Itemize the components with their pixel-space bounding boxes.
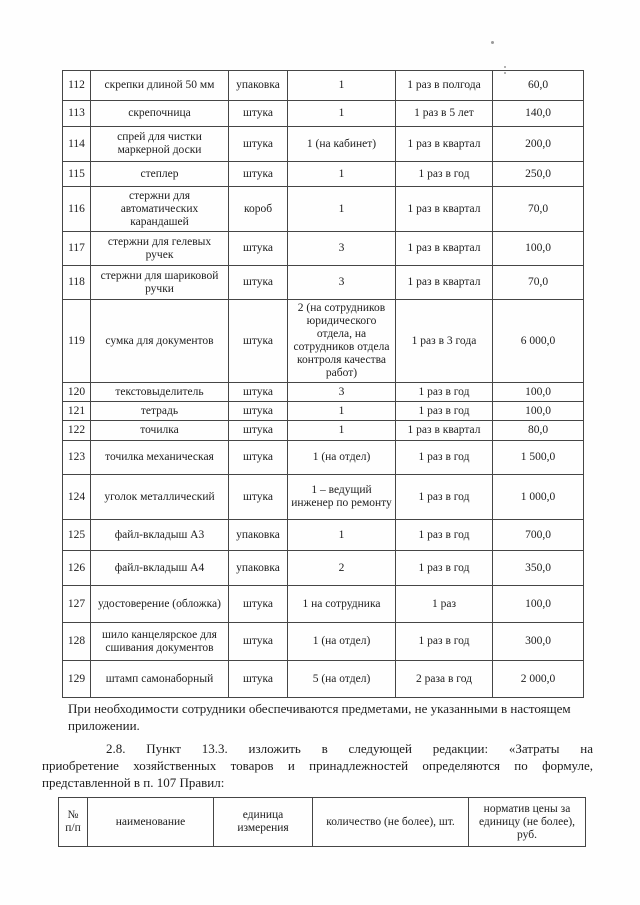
cell-qty: 3 [288,232,396,266]
cell-unit: штука [229,441,288,475]
table-row [63,586,584,623]
cell-num: 114 [63,127,91,162]
cell-name: стержни для шариковой ручки [91,266,229,300]
cell-qty: 1 [288,71,396,101]
cell-unit: штука [229,300,288,383]
cell-unit: штука [229,266,288,300]
table-row [63,266,584,300]
cell-price: 300,0 [493,623,584,661]
table-row [63,551,584,586]
cell-name: текстовыделитель [91,383,229,402]
cell-unit: штука [229,586,288,623]
norms-header-row [59,798,586,847]
table-row [63,520,584,551]
cell-unit: штука [229,475,288,520]
cell-unit: упаковка [229,71,288,101]
cell-freq: 1 раз в квартал [396,187,493,232]
norms-header-qty: количество (не более), шт. [313,798,469,847]
amendment-line: приобретение хозяйственных товаров и принадлежностей определяются по формуле, [42,758,593,773]
cell-num: 125 [63,520,91,551]
amendment-line: 2.8. Пункт 13.3. изложить в следующей редакции: «Затраты на [106,741,593,756]
note-line: приложении. [68,718,140,733]
cell-name: удостоверение (обложка) [91,586,229,623]
cell-num: 121 [63,402,91,421]
table-row [63,71,584,101]
cell-name: скрепки длиной 50 мм [91,71,229,101]
cell-unit: штука [229,232,288,266]
table-row [63,187,584,232]
cell-num: 124 [63,475,91,520]
cell-freq: 1 раз в год [396,441,493,475]
scan-speck [491,41,494,44]
table-row [63,162,584,187]
cell-name: шило канцелярское для сшивания документов [91,623,229,661]
cell-price: 70,0 [493,187,584,232]
amendment-line: представленной в п. 107 Правил: [42,775,225,790]
table-row [63,661,584,698]
table-row [63,441,584,475]
cell-price: 700,0 [493,520,584,551]
cell-freq: 1 раз в год [396,623,493,661]
cell-qty: 1 [288,162,396,187]
cell-num: 118 [63,266,91,300]
cell-num: 113 [63,101,91,127]
norms-header-name: наименование [88,798,214,847]
cell-qty: 2 (на сотрудников юридического отдела, на сотрудников отдела контроля качества работ) [288,300,396,383]
cell-price: 70,0 [493,266,584,300]
cell-qty: 1 на сотрудника [288,586,396,623]
cell-price: 100,0 [493,383,584,402]
cell-freq: 1 раз в год [396,402,493,421]
cell-price: 250,0 [493,162,584,187]
cell-price: 100,0 [493,586,584,623]
cell-unit: штука [229,162,288,187]
cell-freq: 1 раз [396,586,493,623]
cell-unit: штука [229,101,288,127]
cell-qty: 1 – ведущий инженер по ремонту [288,475,396,520]
cell-qty: 1 [288,101,396,127]
cell-qty: 1 [288,520,396,551]
cell-num: 127 [63,586,91,623]
cell-freq: 1 раз в квартал [396,232,493,266]
table-row [63,383,584,402]
cell-name: тетрадь [91,402,229,421]
cell-price: 100,0 [493,232,584,266]
table-row [63,623,584,661]
cell-unit: упаковка [229,520,288,551]
scan-speck [504,66,506,68]
table-row [63,101,584,127]
cell-price: 80,0 [493,421,584,441]
cell-price: 100,0 [493,402,584,421]
cell-unit: штука [229,421,288,441]
norms-header-price: норматив цены за единицу (не более), руб. [469,798,586,847]
table-row [63,232,584,266]
note-line: При необходимости сотрудники обеспечиваются предметами, не указанными в настоящем [68,701,571,716]
cell-name: файл-вкладыш А3 [91,520,229,551]
cell-price: 1 500,0 [493,441,584,475]
cell-qty: 3 [288,383,396,402]
amendment-paragraph [42,740,593,791]
cell-freq: 1 раз в квартал [396,266,493,300]
cell-num: 115 [63,162,91,187]
cell-qty: 1 (на кабинет) [288,127,396,162]
cell-num: 129 [63,661,91,698]
cell-price: 140,0 [493,101,584,127]
cell-qty: 2 [288,551,396,586]
cell-name: файл-вкладыш А4 [91,551,229,586]
cell-freq: 1 раз в год [396,383,493,402]
cell-name: точилка [91,421,229,441]
cell-num: 112 [63,71,91,101]
cell-num: 120 [63,383,91,402]
cell-name: стержни для автоматических карандашей [91,187,229,232]
cell-unit: короб [229,187,288,232]
supplies-table [62,70,584,698]
cell-freq: 1 раз в год [396,520,493,551]
scan-speck [504,72,506,74]
table-row [63,300,584,383]
cell-qty: 5 (на отдел) [288,661,396,698]
norms-table [58,797,586,847]
cell-num: 116 [63,187,91,232]
cell-price: 200,0 [493,127,584,162]
cell-name: стержни для гелевых ручек [91,232,229,266]
table-row [63,475,584,520]
cell-num: 119 [63,300,91,383]
norms-header-unit: единица измерения [214,798,313,847]
cell-num: 128 [63,623,91,661]
cell-unit: штука [229,127,288,162]
cell-qty: 1 [288,402,396,421]
cell-num: 122 [63,421,91,441]
cell-price: 350,0 [493,551,584,586]
cell-freq: 1 раз в квартал [396,421,493,441]
cell-freq: 1 раз в полгода [396,71,493,101]
cell-freq: 1 раз в 3 года [396,300,493,383]
table-row [63,402,584,421]
cell-price: 6 000,0 [493,300,584,383]
cell-qty: 1 [288,187,396,232]
cell-freq: 1 раз в год [396,551,493,586]
table-row [63,127,584,162]
cell-name: штамп самонаборный [91,661,229,698]
cell-unit: штука [229,383,288,402]
norms-header-num: № п/п [59,798,88,847]
cell-price: 60,0 [493,71,584,101]
cell-name: скрепочница [91,101,229,127]
cell-qty: 1 (на отдел) [288,441,396,475]
cell-name: точилка механическая [91,441,229,475]
cell-freq: 1 раз в год [396,475,493,520]
cell-qty: 1 [288,421,396,441]
table-row [63,421,584,441]
cell-num: 123 [63,441,91,475]
cell-freq: 2 раза в год [396,661,493,698]
cell-unit: штука [229,623,288,661]
cell-name: спрей для чистки маркерной доски [91,127,229,162]
cell-name: степлер [91,162,229,187]
cell-name: уголок металлический [91,475,229,520]
note-paragraph [68,700,613,734]
cell-num: 117 [63,232,91,266]
cell-unit: штука [229,661,288,698]
cell-unit: упаковка [229,551,288,586]
cell-unit: штука [229,402,288,421]
cell-freq: 1 раз в квартал [396,127,493,162]
cell-name: сумка для документов [91,300,229,383]
cell-freq: 1 раз в 5 лет [396,101,493,127]
cell-qty: 1 (на отдел) [288,623,396,661]
cell-qty: 3 [288,266,396,300]
cell-freq: 1 раз в год [396,162,493,187]
cell-price: 2 000,0 [493,661,584,698]
cell-price: 1 000,0 [493,475,584,520]
cell-num: 126 [63,551,91,586]
